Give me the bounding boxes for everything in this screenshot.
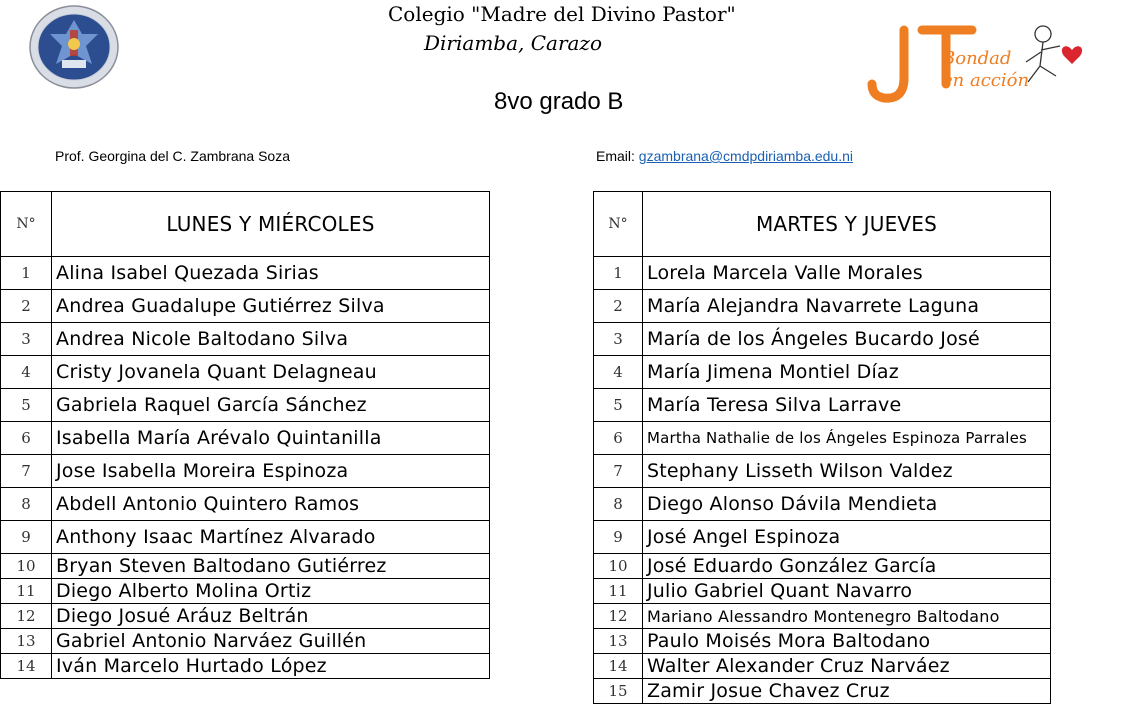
school-name: Colegio "Madre del Divino Pastor": [388, 2, 736, 26]
table-row: [594, 389, 1051, 422]
student-name: Andrea Guadalupe Gutiérrez Silva: [52, 290, 490, 323]
student-name: Anthony Isaac Martínez Alvarado: [52, 521, 490, 554]
student-name: María Alejandra Navarrete Laguna: [643, 290, 1051, 323]
teacher-email-line: [596, 148, 853, 164]
bondad-en-accion-logo: [860, 16, 1100, 108]
student-name: Isabella María Arévalo Quintanilla: [52, 422, 490, 455]
row-number: 10: [1, 554, 52, 579]
row-number: 9: [1, 521, 52, 554]
table-row: [1, 521, 490, 554]
student-name: Diego Josué Aráuz Beltrán: [52, 604, 490, 629]
table-row: [1, 422, 490, 455]
row-number: 6: [594, 422, 643, 455]
table-row: [1, 356, 490, 389]
row-number: 10: [594, 554, 643, 579]
teacher-name: Prof. Georgina del C. Zambrana Soza: [55, 148, 291, 164]
row-number: 14: [594, 654, 643, 679]
table-row: [594, 579, 1051, 604]
table-row: [1, 488, 490, 521]
row-number: 13: [594, 629, 643, 654]
table-row: [1, 323, 490, 356]
student-name: Gabriela Raquel García Sánchez: [52, 389, 490, 422]
row-number: 14: [1, 654, 52, 679]
table-row: [1, 604, 490, 629]
table-row: [594, 290, 1051, 323]
number-column-header: N°: [1, 192, 52, 257]
student-name: Cristy Jovanela Quant Delagneau: [52, 356, 490, 389]
table-row: [594, 654, 1051, 679]
row-number: 3: [1, 323, 52, 356]
table-row: [594, 323, 1051, 356]
student-name: Andrea Nicole Baltodano Silva: [52, 323, 490, 356]
row-number: 8: [1, 488, 52, 521]
row-number: 4: [1, 356, 52, 389]
student-name: Diego Alberto Molina Ortiz: [52, 579, 490, 604]
row-number: 7: [1, 455, 52, 488]
row-number: 2: [594, 290, 643, 323]
school-city: Diriamba, Carazo: [424, 31, 603, 55]
row-number: 3: [594, 323, 643, 356]
row-number: 7: [594, 455, 643, 488]
table-row: [1, 389, 490, 422]
row-number: 6: [1, 422, 52, 455]
row-number: 8: [594, 488, 643, 521]
table-header-row: [1, 192, 490, 257]
row-number: 12: [1, 604, 52, 629]
student-name: Alina Isabel Quezada Sirias: [52, 257, 490, 290]
table-row: [594, 604, 1051, 629]
row-number: 9: [594, 521, 643, 554]
student-name: Zamir Josue Chavez Cruz: [643, 679, 1051, 704]
email-label: Email:: [596, 148, 635, 164]
row-number: 5: [594, 389, 643, 422]
day-group-title: LUNES Y MIÉRCOLES: [52, 192, 490, 257]
row-number: 1: [594, 257, 643, 290]
table-row: [1, 554, 490, 579]
table-row: [1, 579, 490, 604]
table-row: [1, 455, 490, 488]
table-row: [594, 257, 1051, 290]
student-name: Abdell Antonio Quintero Ramos: [52, 488, 490, 521]
student-name: Paulo Moisés Mora Baltodano: [643, 629, 1051, 654]
student-name: Stephany Lisseth Wilson Valdez: [643, 455, 1051, 488]
student-name: María Teresa Silva Larrave: [643, 389, 1051, 422]
student-name: Martha Nathalie de los Ángeles Espinoza Parrales: [643, 422, 1051, 455]
table-row: [594, 488, 1051, 521]
table-header-row: [594, 192, 1051, 257]
student-name: Jose Isabella Moreira Espinoza: [52, 455, 490, 488]
table-row: [1, 257, 490, 290]
number-column-header: N°: [594, 192, 643, 257]
row-number: 12: [594, 604, 643, 629]
table-row: [594, 679, 1051, 704]
student-name: María de los Ángeles Bucardo José: [643, 323, 1051, 356]
student-name: Lorela Marcela Valle Morales: [643, 257, 1051, 290]
student-name: Diego Alonso Dávila Mendieta: [643, 488, 1051, 521]
student-name: Julio Gabriel Quant Navarro: [643, 579, 1051, 604]
table-row: [594, 629, 1051, 654]
table-row: [594, 455, 1051, 488]
student-name: José Angel Espinoza: [643, 521, 1051, 554]
svg-text:en acción: en acción: [942, 70, 1030, 91]
table-row: [594, 554, 1051, 579]
table-row: [594, 422, 1051, 455]
school-seal-logo: [28, 4, 120, 90]
row-number: 11: [1, 579, 52, 604]
day-group-title: MARTES Y JUEVES: [643, 192, 1051, 257]
row-number: 11: [594, 579, 643, 604]
row-number: 2: [1, 290, 52, 323]
table-row: [594, 356, 1051, 389]
grade-title: 8vo grado B: [494, 88, 624, 115]
student-name: Gabriel Antonio Narváez Guillén: [52, 629, 490, 654]
row-number: 15: [594, 679, 643, 704]
roster-table-monday-wednesday: [0, 191, 490, 679]
student-name: Bryan Steven Baltodano Gutiérrez: [52, 554, 490, 579]
row-number: 13: [1, 629, 52, 654]
email-link[interactable]: gzambrana@cmdpdiriamba.edu.ni: [638, 148, 854, 164]
row-number: 5: [1, 389, 52, 422]
row-number: 4: [594, 356, 643, 389]
student-name: María Jimena Montiel Díaz: [643, 356, 1051, 389]
table-row: [1, 654, 490, 679]
student-name: José Eduardo González García: [643, 554, 1051, 579]
roster-table-tuesday-thursday: [593, 191, 1051, 704]
row-number: 1: [1, 257, 52, 290]
table-row: [594, 521, 1051, 554]
svg-text:Bondad: Bondad: [942, 48, 1012, 69]
table-row: [1, 290, 490, 323]
student-name: Walter Alexander Cruz Narváez: [643, 654, 1051, 679]
student-name: Mariano Alessandro Montenegro Baltodano: [643, 604, 1051, 629]
table-row: [1, 629, 490, 654]
student-name: Iván Marcelo Hurtado López: [52, 654, 490, 679]
